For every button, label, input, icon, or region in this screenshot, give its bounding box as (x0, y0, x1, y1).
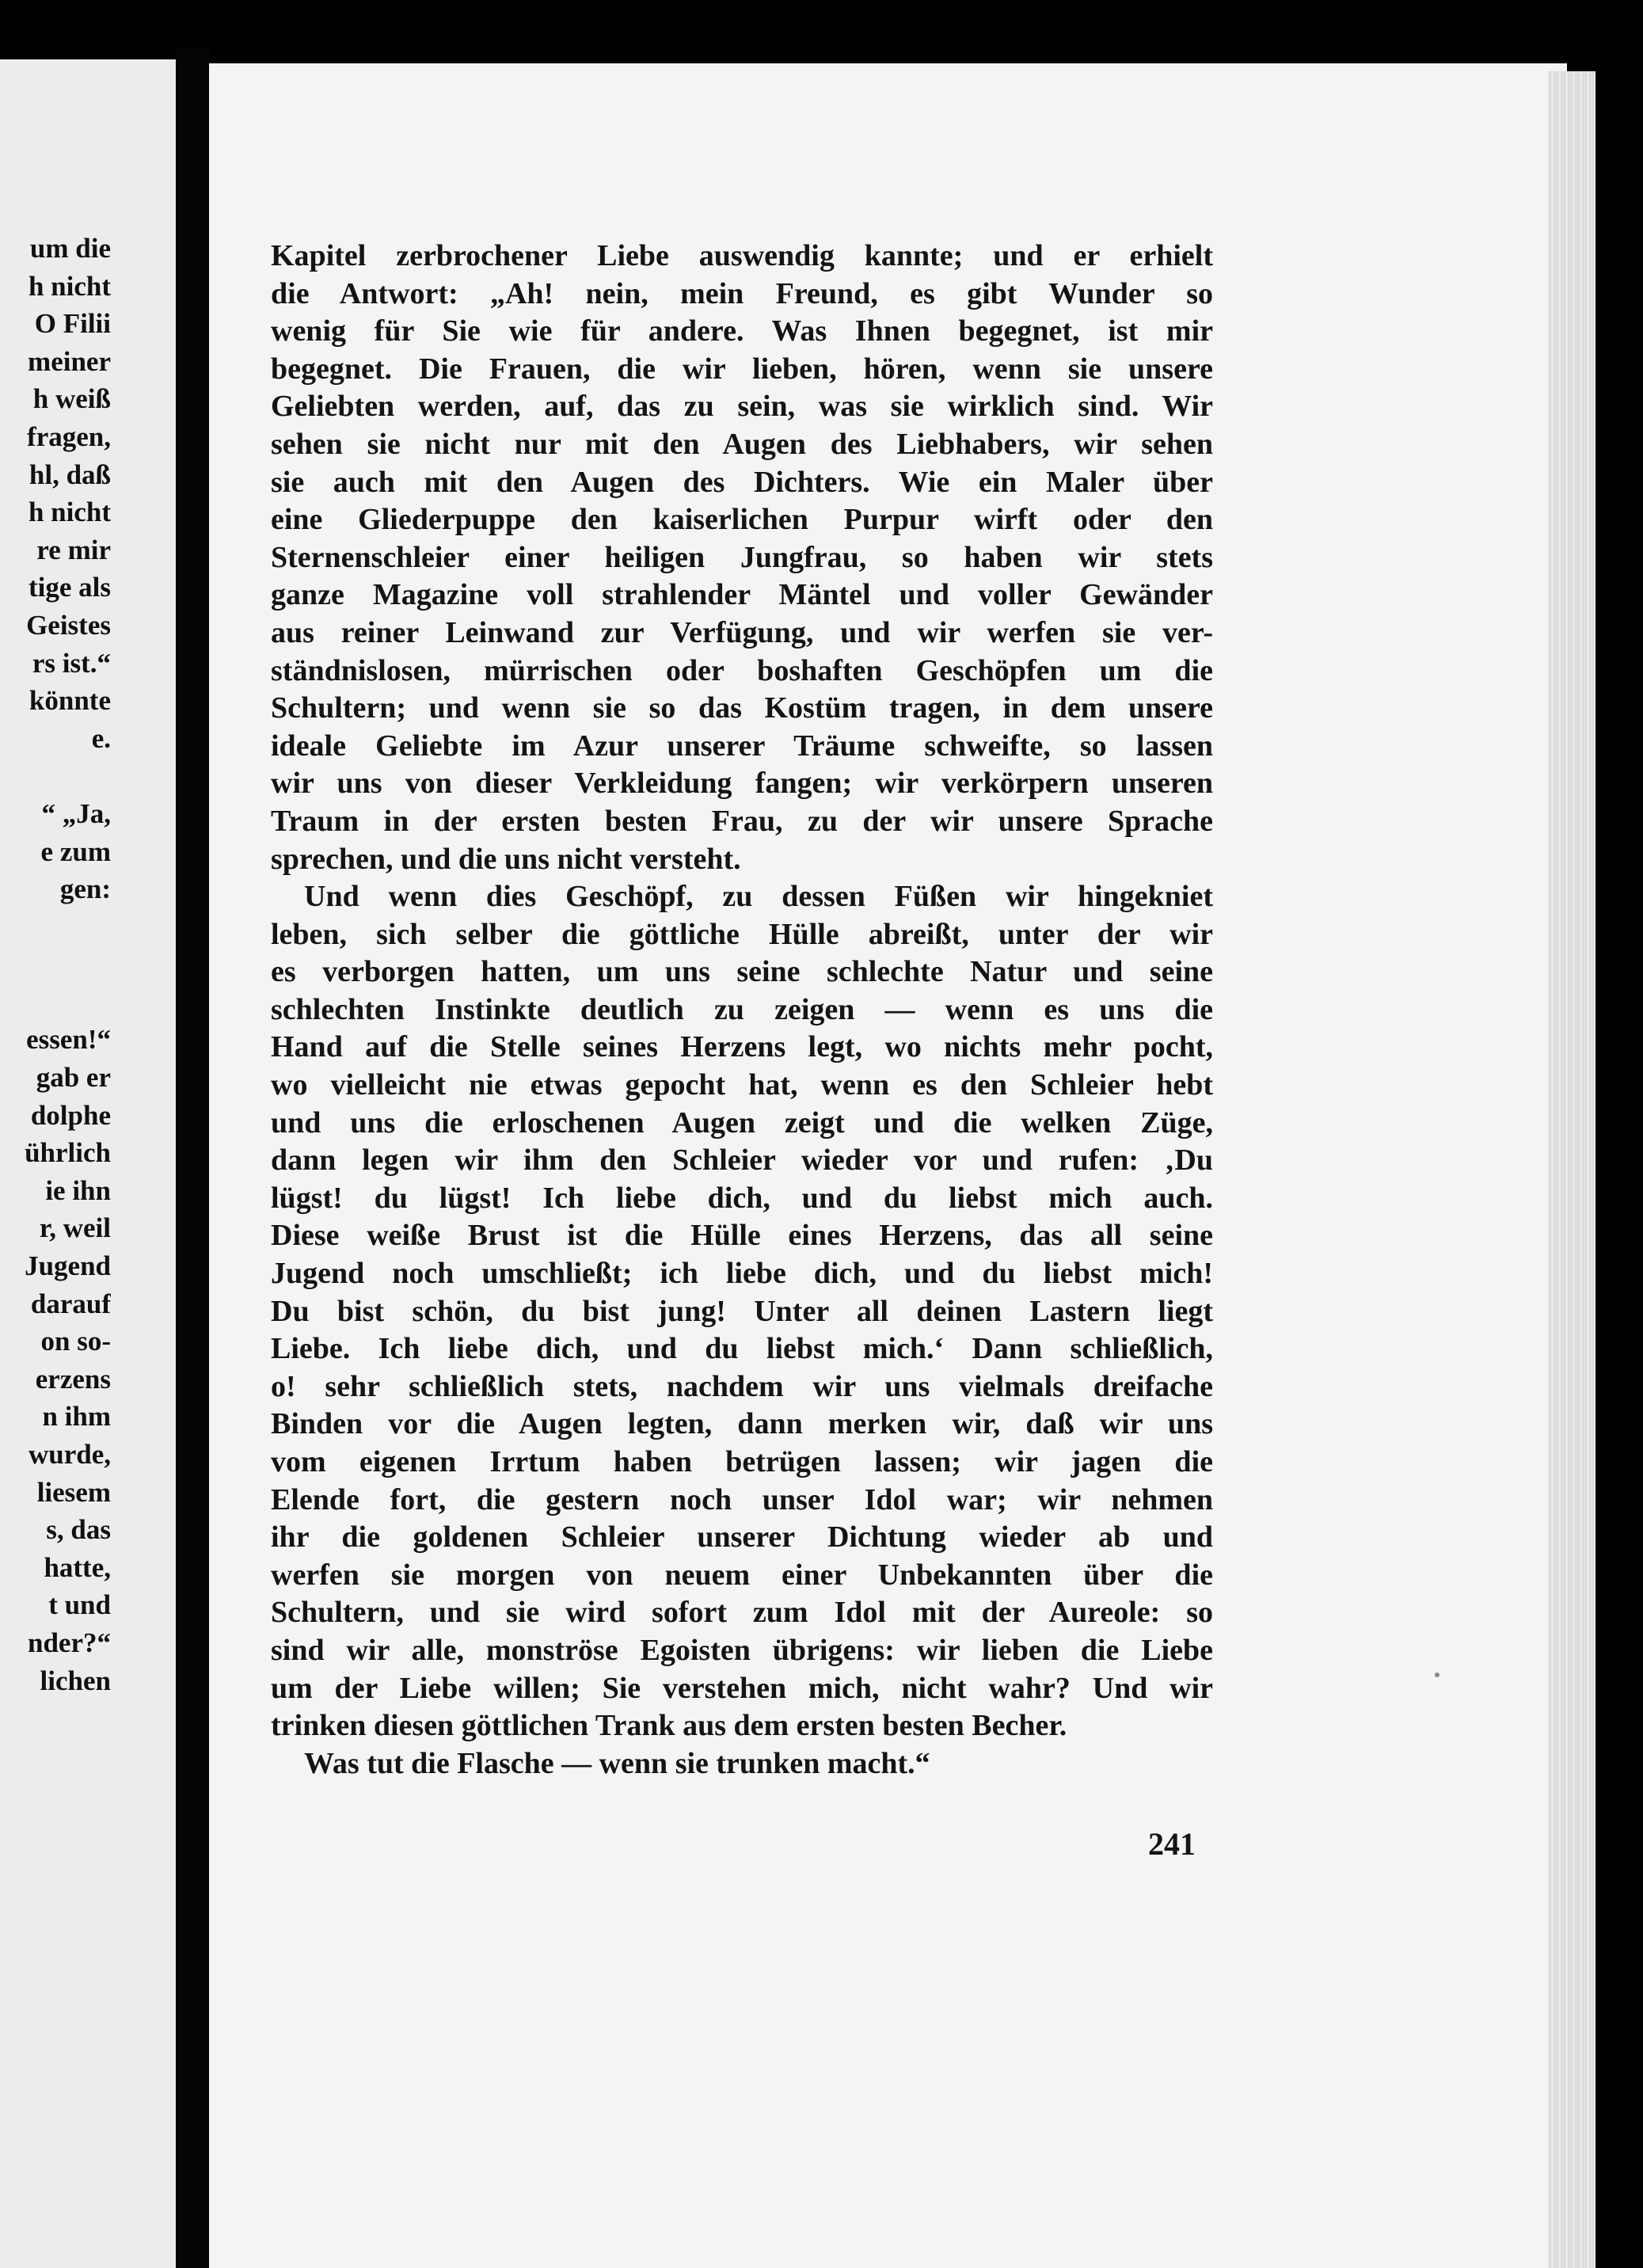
text-line: Binden vor die Augen legten, dann merken wir, daß wir uns (271, 1407, 1213, 1441)
left-page-line: dolphe (30, 1099, 111, 1131)
left-page-line: gen: (59, 873, 111, 905)
book-gutter (176, 48, 209, 2268)
text-line: ihr die goldenen Schleier unserer Dichtung wieder ab und (271, 1520, 1213, 1554)
text-line: Und wenn dies Geschöpf, zu dessen Füßen wir hingekniet (304, 880, 1213, 914)
text-line: o! sehr schließlich stets, nachdem wir uns vielmals dreifache (271, 1369, 1213, 1403)
text-line: wo vielleicht nie etwas gepocht hat, wenn es den Schleier hebt (271, 1068, 1213, 1102)
text-line: lügst! du lügst! Ich liebe dich, und du liebst mich auch. (271, 1181, 1213, 1215)
left-page-line: tige als (28, 572, 111, 603)
left-page-line (0, 757, 111, 795)
text-line: begegnet. Die Frauen, die wir lieben, hören, wenn sie unsere (271, 352, 1213, 386)
left-page-line: lichen (40, 1665, 111, 1696)
left-page-line (0, 946, 111, 984)
text-line: werfen sie morgen von neuem einer Unbekannten über die (271, 1558, 1213, 1592)
text-line: Hand auf die Stelle seines Herzens legt, wo nichts mehr pocht, (271, 1030, 1213, 1064)
left-page-line: rs ist.“ (32, 647, 111, 679)
text-line: wenig für Sie wie für andere. Was Ihnen begegnet, ist mir (271, 314, 1213, 348)
left-page-line: O Filii (34, 308, 111, 340)
text-line: die Antwort: „Ah! nein, mein Freund, es gibt Wunder so (271, 276, 1213, 310)
text-line: Liebe. Ich liebe dich, und du liebst mich.‘ Dann schließlich, (271, 1332, 1213, 1366)
left-page-line: liesem (36, 1476, 111, 1508)
left-page-line (0, 908, 111, 946)
left-page-line (0, 984, 111, 1022)
left-page-line: hatte, (44, 1551, 111, 1583)
text-line: ganze Magazine voll strahlender Mäntel und voller Gewänder (271, 578, 1213, 612)
left-page-line: e zum (40, 835, 111, 867)
left-page-line: t und (48, 1589, 111, 1621)
text-line: Schultern, und sie wird sofort zum Idol mit der Aureole: so (271, 1596, 1213, 1630)
text-line: aus reiner Leinwand zur Verfügung, und wir werfen sie ver- (271, 615, 1213, 649)
text-line: Geliebten werden, auf, das zu sein, was sie wirklich sind. Wir (271, 390, 1213, 424)
text-line: Jugend noch umschließt; ich liebe dich, und du liebst mich! (271, 1257, 1213, 1291)
left-page-line: h weiß (32, 383, 111, 415)
left-page-line: Jugend (25, 1250, 111, 1282)
text-line: Schultern; und wenn sie so das Kostüm tragen, in dem unsere (271, 691, 1213, 725)
left-page-text (0, 230, 111, 1699)
left-page-line: Geistes (26, 609, 111, 641)
left-page-line: h nicht (28, 497, 111, 528)
text-line: wir uns von dieser Verkleidung fangen; wir verkörpern unseren (271, 767, 1213, 801)
left-page-line: e. (91, 722, 111, 754)
left-page-line: darauf (30, 1288, 111, 1319)
left-page-line: on so- (40, 1326, 111, 1357)
left-page-line: s, das (46, 1514, 111, 1546)
text-line: sind wir alle, monströse Egoisten übrigens: wir lieben die Liebe (271, 1633, 1213, 1667)
left-page-line: ührlich (25, 1137, 111, 1169)
left-page-line: h nicht (28, 270, 111, 302)
left-page-line: meiner (28, 345, 111, 377)
left-page-line: um die (29, 233, 111, 264)
left-page-line: erzens (35, 1363, 111, 1395)
text-line: Elende fort, die gestern noch unser Idol war; wir nehmen (271, 1482, 1213, 1516)
text-line: sie auch mit den Augen des Dichters. Wie ein Maler über (271, 465, 1213, 499)
text-line: vom eigenen Irrtum haben betrügen lassen; wir jagen die (271, 1445, 1213, 1478)
left-page-line: n ihm (42, 1401, 111, 1433)
left-page-line: nder?“ (28, 1627, 111, 1658)
text-line: Kapitel zerbrochener Liebe auswendig kannte; und er erhielt (271, 239, 1213, 272)
text-line: ideale Geliebte im Azur unserer Träume schweifte, so lassen (271, 729, 1213, 763)
dust-speck (1435, 1672, 1440, 1677)
left-page-line: “ „Ja, (41, 797, 111, 829)
scan-border (1595, 0, 1643, 2268)
text-line: sehen sie nicht nur mit den Augen des Liebhabers, wir sehen (271, 427, 1213, 461)
text-line: dann legen wir ihm den Schleier wieder vor und rufen: ‚Du (271, 1144, 1213, 1178)
text-line: sprechen, und die uns nicht versteht. (271, 842, 741, 876)
text-line: Traum in der ersten besten Frau, zu der wir unsere Sprache (271, 804, 1213, 838)
text-line: Du bist schön, du bist jung! Unter all deinen Lastern liegt (271, 1294, 1213, 1328)
page-edge (1548, 71, 1595, 2268)
left-page-line: fragen, (27, 420, 111, 452)
text-line: um der Liebe willen; Sie verstehen mich, nicht wahr? Und wir (271, 1671, 1213, 1705)
left-page-line: gab er (36, 1062, 111, 1094)
text-line: leben, sich selber die göttliche Hülle abreißt, unter der wir (271, 917, 1213, 951)
text-line: und uns die erloschenen Augen zeigt und die welken Züge, (271, 1105, 1213, 1140)
text-line: Diese weiße Brust ist die Hülle eines Herzens, das all seine (271, 1219, 1213, 1253)
text-line: Sternenschleier einer heiligen Jungfrau, so haben wir stets (271, 540, 1213, 574)
page-number: 241 (1148, 1826, 1196, 1862)
left-page-line: hl, daß (29, 459, 111, 490)
text-line: es verborgen hatten, um uns seine schlechte Natur und seine (271, 955, 1213, 989)
left-page-line: re mir (36, 534, 111, 565)
left-page-line: könnte (29, 685, 111, 717)
text-line: trinken diesen göttlichen Trank aus dem ersten besten Becher. (271, 1709, 1067, 1743)
left-page-line: essen!“ (26, 1024, 111, 1056)
left-page-line: ie ihn (45, 1174, 111, 1206)
left-page-line: r, weil (39, 1212, 111, 1244)
text-line: schlechten Instinkte deutlich zu zeigen — wenn es uns die (271, 992, 1213, 1026)
text-line: ständnislosen, mürrischen oder boshaften Geschöpfen um die (271, 653, 1213, 687)
text-line: eine Gliederpuppe den kaiserlichen Purpur wirft oder den (271, 503, 1213, 537)
body-text (271, 238, 1213, 1783)
left-page-line: wurde, (28, 1439, 111, 1470)
text-line: Was tut die Flasche — wenn sie trunken macht.“ (304, 1746, 930, 1780)
left-page (0, 59, 177, 2268)
